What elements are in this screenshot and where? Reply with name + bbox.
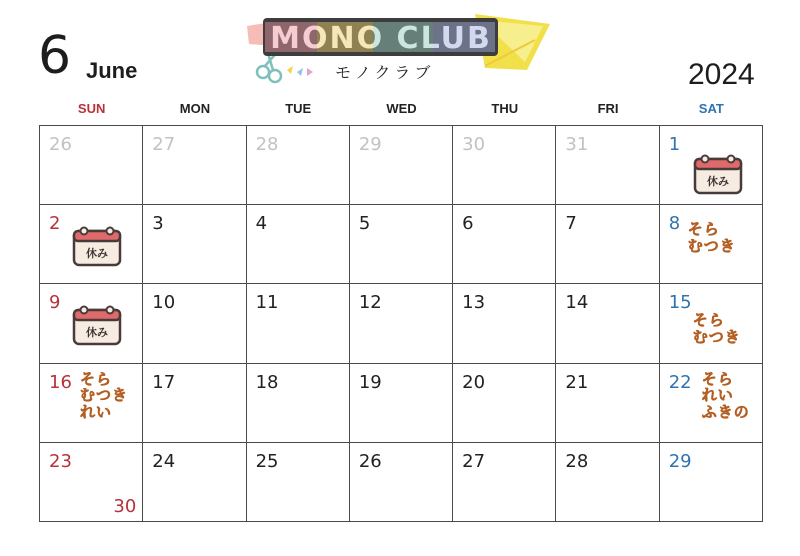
holiday-label: 休み (86, 247, 108, 261)
week-row-3 (40, 284, 763, 363)
day-number: 21 (565, 371, 589, 393)
day-cell[interactable] (453, 363, 556, 442)
day-cell[interactable] (40, 205, 143, 284)
day-cell[interactable] (246, 363, 349, 442)
day-number: 28 (565, 450, 589, 472)
day-cell[interactable] (659, 284, 762, 363)
day-number: 31 (565, 134, 589, 155)
day-number: 3 (152, 213, 164, 235)
holiday-calendar-icon (693, 153, 743, 195)
day-number: 2 (49, 213, 61, 235)
day-cell[interactable] (143, 205, 246, 284)
holiday-calendar-icon (72, 225, 122, 267)
weekday-fri: FRI (597, 101, 619, 116)
day-number: 29 (668, 450, 692, 472)
day-cell[interactable] (143, 442, 246, 521)
day-cell[interactable] (659, 205, 762, 284)
week-row-2 (40, 205, 763, 284)
day-number: 13 (462, 292, 486, 314)
day-number: 18 (255, 371, 279, 393)
day-cell[interactable] (143, 126, 246, 205)
day-cell[interactable] (246, 126, 349, 205)
weekday-sun: SUN (77, 101, 106, 116)
day-cell[interactable] (246, 284, 349, 363)
day-number: 17 (152, 371, 176, 393)
month-name: June (86, 58, 138, 83)
day-cell[interactable] (659, 363, 762, 442)
logo-subtitle: モノクラブ (335, 63, 435, 82)
day-number: 24 (152, 450, 176, 472)
day-number: 8 (668, 213, 681, 235)
weekday-sat: SAT (698, 101, 724, 116)
day-cell[interactable] (246, 205, 349, 284)
calendar-grid (39, 125, 763, 522)
day-cell[interactable] (453, 205, 556, 284)
attendance-note: そら むつき れい (80, 369, 129, 421)
weekday-header (40, 101, 763, 121)
day-cell[interactable] (556, 126, 659, 205)
day-cell[interactable] (453, 284, 556, 363)
day-cell[interactable] (659, 442, 762, 521)
day-number: 29 (358, 134, 382, 155)
weekday-thu: THU (491, 101, 519, 116)
day-number: 16 (49, 371, 72, 393)
month-number: 6 (38, 26, 72, 86)
day-cell[interactable] (349, 205, 452, 284)
day-number: 6 (462, 213, 474, 235)
day-cell[interactable] (349, 363, 452, 442)
day-number: 14 (565, 292, 589, 314)
day-cell[interactable] (556, 205, 659, 284)
day-cell[interactable] (143, 284, 246, 363)
holiday-label: 休み (706, 175, 729, 188)
day-cell[interactable] (246, 442, 349, 521)
day-cell[interactable] (143, 363, 246, 442)
day-cell[interactable] (349, 284, 452, 363)
day-number: 22 (668, 371, 692, 393)
day-cell[interactable] (40, 126, 143, 205)
day-cell[interactable] (556, 442, 659, 521)
day-number: 25 (255, 450, 279, 472)
day-cell[interactable] (453, 126, 556, 205)
day-cell[interactable] (40, 442, 143, 521)
day-number: 26 (49, 134, 72, 155)
day-cell[interactable] (349, 126, 452, 205)
day-number: 23 (49, 450, 72, 472)
holiday-label: 休み (86, 326, 108, 340)
day-number: 5 (358, 213, 371, 235)
day-number: 9 (49, 292, 61, 314)
attendance-note: そら むつき (692, 311, 741, 346)
day-number: 19 (358, 371, 382, 393)
day-cell[interactable] (40, 363, 143, 442)
day-number: 11 (255, 292, 279, 314)
year: 2024 (688, 58, 755, 91)
day-cell[interactable] (659, 126, 762, 205)
day-number: 10 (152, 292, 176, 314)
day-number: 28 (255, 134, 279, 155)
day-number-30: 30 (113, 496, 137, 517)
day-number: 4 (255, 213, 268, 235)
attendance-note: そら れい ふきの (701, 369, 750, 421)
day-cell[interactable] (349, 442, 452, 521)
week-row-1 (40, 126, 763, 205)
day-cell[interactable] (40, 284, 143, 363)
day-number: 15 (668, 292, 692, 314)
week-row-4 (40, 363, 763, 442)
day-number: 20 (462, 371, 486, 393)
weekday-tue: TUE (285, 101, 312, 116)
holiday-calendar-icon (72, 304, 122, 346)
day-number: 30 (462, 134, 486, 155)
attendance-note: そら むつき (687, 220, 736, 255)
day-number: 27 (462, 450, 486, 472)
day-cell[interactable] (556, 284, 659, 363)
weekday-mon: MON (179, 101, 211, 116)
day-number: 12 (358, 292, 382, 314)
weekday-wed: WED (386, 101, 417, 116)
day-number: 7 (565, 213, 577, 235)
day-cell[interactable] (556, 363, 659, 442)
day-number: 26 (358, 450, 382, 472)
logo-text: MONO CLUB (270, 21, 492, 56)
day-cell[interactable] (453, 442, 556, 521)
day-number: 27 (152, 134, 176, 155)
day-number: 1 (668, 134, 681, 155)
week-row-5 (40, 442, 763, 521)
